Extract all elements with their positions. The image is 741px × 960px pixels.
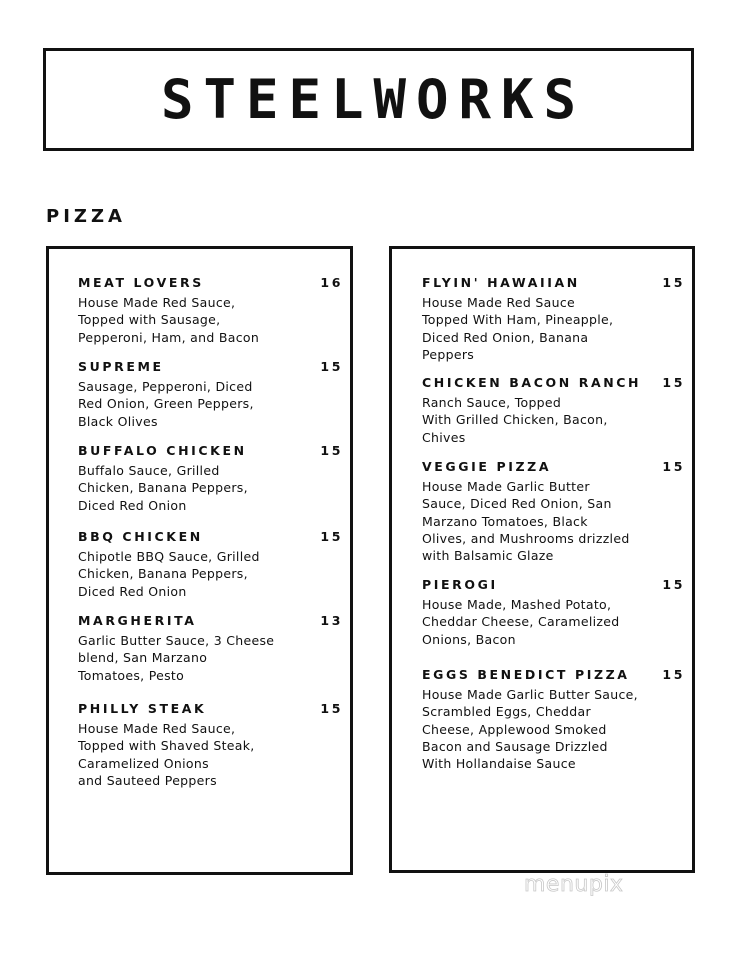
item-name: CHICKEN BACON RANCH xyxy=(422,375,642,390)
item-description: House Made Red Sauce, Topped with Shaved Steak, Caramelized Onions and Sauteed Peppers xyxy=(78,721,255,788)
menu-column-left xyxy=(46,246,353,875)
section-title: PIZZA xyxy=(46,206,126,227)
menu-item xyxy=(75,443,343,514)
item-name: EGGS BENEDICT PIZZA xyxy=(422,667,630,682)
item-price: 15 xyxy=(320,529,343,544)
menu-item xyxy=(75,701,343,789)
item-description: House Made Red Sauce Topped With Ham, Pineapple, Diced Red Onion, Banana Peppers xyxy=(422,295,614,362)
menu-item xyxy=(75,529,343,600)
menu-item xyxy=(75,613,343,684)
restaurant-name: STEELWORKS xyxy=(160,68,587,131)
item-name: SUPREME xyxy=(78,359,164,374)
item-name: MEAT LOVERS xyxy=(78,275,204,290)
menu-item xyxy=(419,577,686,648)
item-description: Buffalo Sauce, Grilled Chicken, Banana Peppers, Diced Red Onion xyxy=(78,463,248,513)
item-price: 15 xyxy=(662,275,685,290)
item-price: 15 xyxy=(320,443,343,458)
restaurant-header xyxy=(43,48,694,151)
item-name: PHILLY STEAK xyxy=(78,701,207,716)
item-description: House Made Garlic Butter Sauce, Scrambled Eggs, Cheddar Cheese, Applewood Smoked Bacon and Sausage Drizzled With Hollandaise Sauce xyxy=(422,687,638,772)
item-price: 15 xyxy=(662,375,685,390)
item-price: 15 xyxy=(320,359,343,374)
item-name: VEGGIE PIZZA xyxy=(422,459,552,474)
item-name: MARGHERITA xyxy=(78,613,197,628)
item-description: House Made Garlic Butter Sauce, Diced Red Onion, San Marzano Tomatoes, Black Olives, and Mushrooms drizzled with Balsamic Glaze xyxy=(422,479,630,564)
item-description: Sausage, Pepperoni, Diced Red Onion, Green Peppers, Black Olives xyxy=(78,379,254,429)
item-description: Chipotle BBQ Sauce, Grilled Chicken, Banana Peppers, Diced Red Onion xyxy=(78,549,260,599)
item-price: 15 xyxy=(662,577,685,592)
item-price: 15 xyxy=(662,667,685,682)
menu-item xyxy=(419,275,686,363)
item-price: 13 xyxy=(320,613,343,628)
item-description: House Made Red Sauce, Topped with Sausage, Pepperoni, Ham, and Bacon xyxy=(78,295,260,345)
menu-item xyxy=(419,667,686,772)
item-name: BUFFALO CHICKEN xyxy=(78,443,247,458)
menu-item xyxy=(419,459,686,564)
item-description: House Made, Mashed Potato, Cheddar Cheese, Caramelized Onions, Bacon xyxy=(422,597,620,647)
menu-item xyxy=(419,375,686,446)
item-name: FLYIN' HAWAIIAN xyxy=(422,275,580,290)
item-name: PIEROGI xyxy=(422,577,498,592)
item-description: Ranch Sauce, Topped With Grilled Chicken, Bacon, Chives xyxy=(422,395,608,445)
menu-item xyxy=(75,359,343,430)
item-price: 15 xyxy=(320,701,343,716)
item-name: BBQ CHICKEN xyxy=(78,529,203,544)
item-description: Garlic Butter Sauce, 3 Cheese blend, San Marzano Tomatoes, Pesto xyxy=(78,633,275,683)
menupix-watermark: menupix xyxy=(524,872,624,897)
item-price: 15 xyxy=(662,459,685,474)
menu-item xyxy=(75,275,343,346)
item-price: 16 xyxy=(320,275,343,290)
menu-column-right xyxy=(389,246,695,873)
